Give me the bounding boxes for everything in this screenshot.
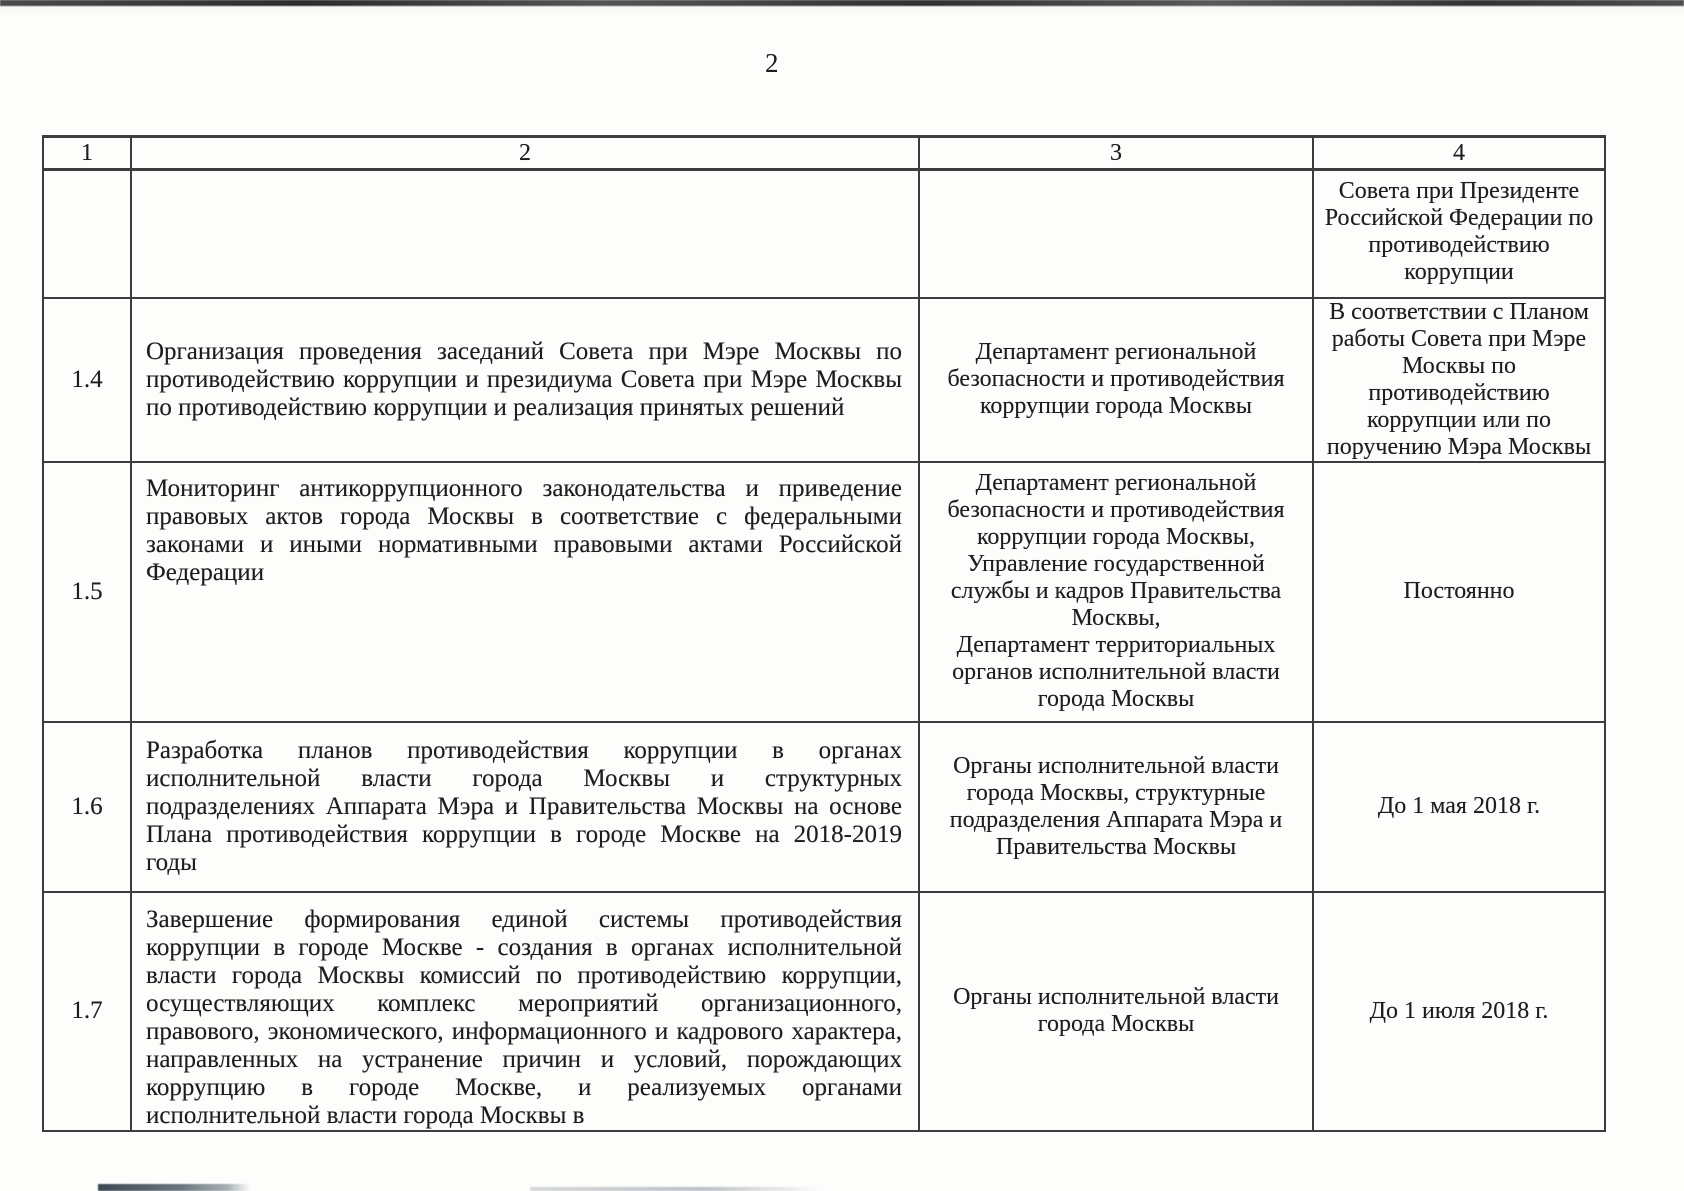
column-header-activity: 2 — [131, 137, 919, 170]
cell-item-number: 1.7 — [43, 892, 131, 1131]
cell-responsible: Департамент региональной безопасности и противодействия коррупции города Москвы — [919, 298, 1313, 462]
cell-activity: Мониторинг антикоррупционного законодательства и приведение правовых актов города Москвы в соответствие с федеральными законами и иными нормативными правовыми актами Российской Федерации — [131, 462, 919, 722]
cell-deadline: В соответствии с Планом работы Совета при Мэре Москвы по противодействию коррупции или по поручению Мэра Москвы — [1313, 298, 1605, 462]
table-header-row — [43, 137, 1605, 170]
cell-item-number: 1.4 — [43, 298, 131, 462]
cell-deadline: До 1 мая 2018 г. — [1313, 722, 1605, 892]
cell-responsible: Департамент региональной безопасности и противодействия коррупции города Москвы, Управление государственной службы и кадров Правительства Москвы, Департамент территориальных органов исполнительной власти города Москвы — [919, 462, 1313, 722]
table-row-1-5 — [43, 462, 1605, 722]
column-header-number: 1 — [43, 137, 131, 170]
column-header-responsible: 3 — [919, 137, 1313, 170]
cell-item-number: 1.6 — [43, 722, 131, 892]
cell-activity: Организация проведения заседаний Совета при Мэре Москвы по противодействию коррупции и президиума Совета при Мэре Москвы по противодействию коррупции и реализация принятых решений — [131, 298, 919, 462]
cell-responsible — [919, 170, 1313, 298]
cell-item-number — [43, 170, 131, 298]
cell-deadline: До 1 июля 2018 г. — [1313, 892, 1605, 1131]
cell-activity: Разработка планов противодействия коррупции в органах исполнительной власти города Москвы и структурных подразделениях Аппарата Мэра и Правительства Москвы на основе Плана противодействия коррупции в городе Москве на 2018-2019 годы — [131, 722, 919, 892]
scan-artifact-bottom-middle — [530, 1187, 820, 1191]
cell-responsible: Органы исполнительной власти города Москвы, структурные подразделения Аппарата Мэра и Правительства Москвы — [919, 722, 1313, 892]
page-number: 2 — [765, 48, 779, 78]
cell-deadline: Совета при Президенте Российской Федерации по противодействию коррупции — [1313, 170, 1605, 298]
table-row-1-6 — [43, 722, 1605, 892]
cell-deadline: Постоянно — [1313, 462, 1605, 722]
anticorruption-plan-table — [42, 135, 1606, 1132]
column-header-deadline: 4 — [1313, 137, 1605, 170]
table-row-continuation — [43, 170, 1605, 298]
cell-activity: Завершение формирования единой системы противодействия коррупции в городе Москве - создания в органах исполнительной власти города Москвы комиссий по противодействию коррупции, осуществляющих комплекс мероприятий организационного, правового, экономического, информационного и кадрового характера, направленных на устранение причин и условий, порождающих коррупцию в городе Москве, и реализуемых органами исполнительной власти города Москвы в — [131, 892, 919, 1131]
table-row-1-7 — [43, 892, 1605, 1131]
cell-activity — [131, 170, 919, 298]
cell-responsible: Органы исполнительной власти города Москвы — [919, 892, 1313, 1131]
scan-artifact-top-edge — [0, 0, 1684, 6]
scan-artifact-bottom-left — [98, 1184, 250, 1191]
cell-item-number: 1.5 — [43, 462, 131, 722]
table-row-1-4 — [43, 298, 1605, 462]
